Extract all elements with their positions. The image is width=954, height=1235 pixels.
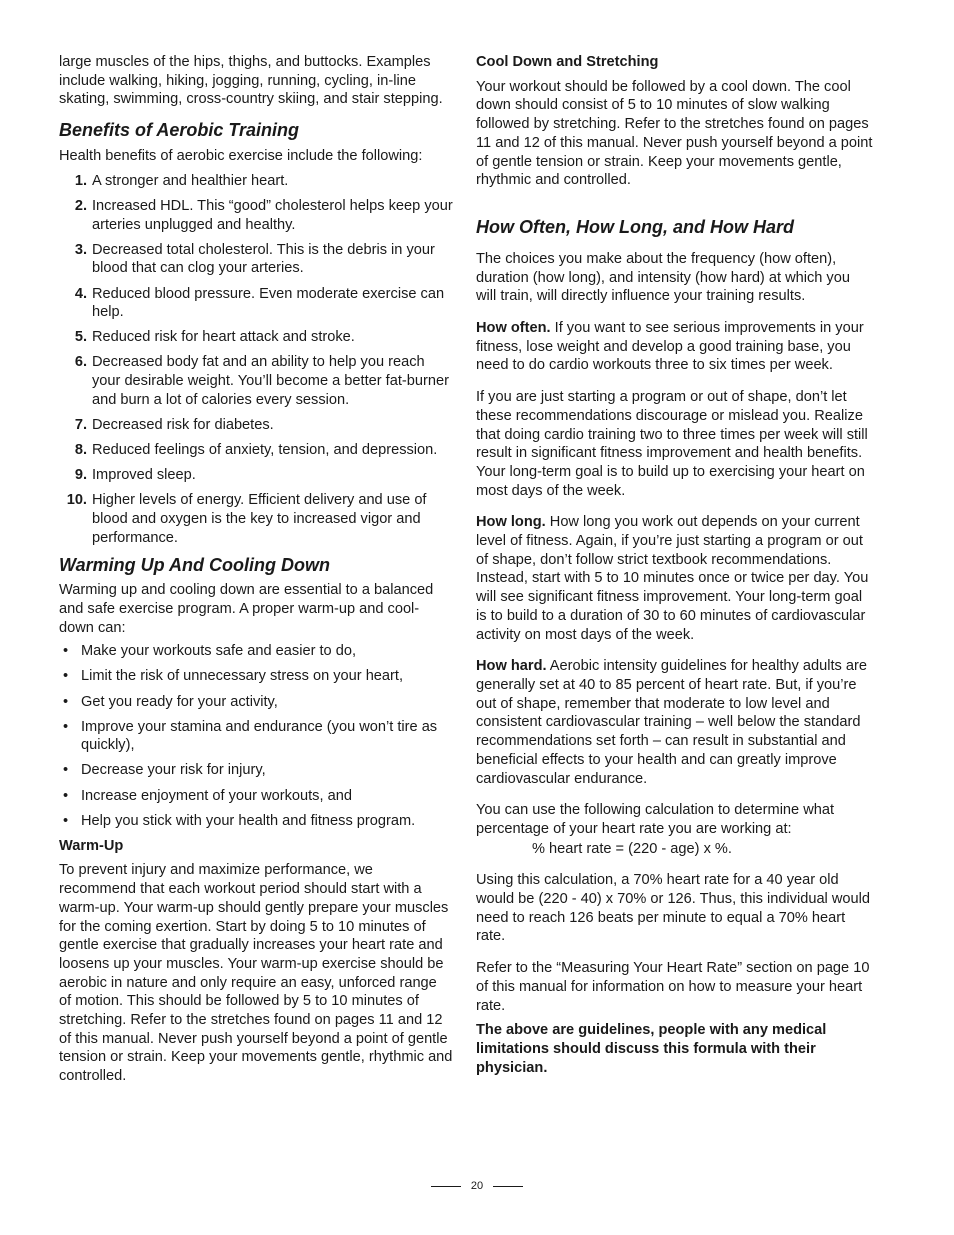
- calculation-intro: You can use the following calculation to determine what percentage of your heart rate you are working at:: [476, 802, 835, 837]
- cooldown-paragraph: Your workout should be followed by a cool down. The cool down should consist of 5 to 10 minutes of slow walking followed by stretching. Refer to the stretches found on pages 11 and 12 of this manual. Never push yourself beyond a point of gentle tension or strain. Keep your movements gentle, rhythmic and controlled.: [476, 78, 873, 189]
- how-intro: The choices you make about the frequency (how often), duration (how long), and intensity (how hard) at which you will train, will directly influence your training results.: [476, 250, 850, 305]
- benefit-item: [59, 416, 453, 435]
- how-long-paragraph: [476, 513, 874, 644]
- benefit-text: Decreased total cholesterol. This is the debris in your blood that can clog your arteries.: [92, 241, 435, 277]
- benefits-intro: Health benefits of aerobic exercise include the following:: [59, 148, 423, 165]
- benefit-number: 1.: [74, 172, 87, 189]
- benefit-number: 5.: [74, 329, 87, 346]
- warming-bullet-item: [59, 642, 453, 661]
- warmup-paragraph: To prevent injury and maximize performance, we recommend that each workout period should start with a warm-up. Your warm-up should gently prepare your muscles for the coming exertion. Start by doing 5 to 10 minutes of gentle exercise that gradually increases your heart rate and loosens up your muscles. Your warm-up exercise should be aerobic in nature and only require an easy, unforced range of motion. This should be followed by 5 to 10 minutes of stretching. Refer to the stretches found on pages 11 and 12 of this manual. Never push yourself beyond a point of gentle tension or strain. Keep your movements gentle, rhythmic and controlled.: [59, 862, 453, 1085]
- benefit-item: [59, 172, 453, 191]
- benefit-text: Higher levels of energy. Efficient delivery and use of blood and oxygen is the key to increased vigor and performance.: [92, 492, 427, 546]
- benefit-number: 3.: [74, 241, 87, 258]
- warming-bullet-text: Increase enjoyment of your workouts, and: [81, 787, 352, 804]
- warming-bullet-item: [59, 812, 453, 831]
- warming-bullet-text: Limit the risk of unnecessary stress on your heart,: [81, 668, 404, 685]
- benefit-item: [59, 353, 453, 409]
- how-hard-lead: How hard.: [476, 658, 547, 675]
- warming-bullet-item: [59, 761, 453, 780]
- warming-heading: Warming Up And Cooling Down: [59, 555, 330, 576]
- benefit-item: [59, 491, 453, 547]
- warming-intro: Warming up and cooling down are essential to a balanced and safe exercise program. A proper warm-up and cool-down can:: [59, 582, 434, 636]
- starting-paragraph: If you are just starting a program or out of shape, don’t let these recommendations discourage or mislead you. Realize that doing cardio training two to three times per week will still result in significant fitness improvement and health benefits. Your long-term goal is to build up to exercising your heart on most days of the week.: [476, 389, 868, 499]
- footer-rule-right: [493, 1186, 523, 1187]
- how-hard-paragraph: [476, 657, 874, 788]
- bullet-icon: •: [63, 643, 69, 660]
- how-often-paragraph: [476, 319, 874, 375]
- benefit-text: Decreased risk for diabetes.: [92, 416, 274, 433]
- how-often-text: If you want to see serious improvements in your fitness, lose weight and develop a good training base, you need to do cardio workouts three to six times per week.: [476, 320, 864, 374]
- page-footer: [0, 1179, 954, 1193]
- benefit-number: 10.: [66, 492, 87, 509]
- warming-bullet-text: Improve your stamina and endurance (you won’t tire as quickly),: [81, 718, 438, 754]
- right-column: [476, 53, 874, 1077]
- warming-bullet-item: [59, 787, 453, 806]
- benefit-number: 2.: [74, 197, 87, 214]
- benefit-text: Reduced blood pressure. Even moderate exercise can help.: [92, 285, 445, 321]
- cooldown-heading: Cool Down and Stretching: [476, 54, 659, 70]
- example-paragraph: Using this calculation, a 70% heart rate for a 40 year old would be (220 - 40) x 70% or 126. Thus, this individual would need to reach 126 beats per minute to equal a 70% heart rate.: [476, 872, 870, 945]
- bullet-icon: •: [63, 762, 69, 779]
- benefits-heading: Benefits of Aerobic Training: [59, 120, 300, 141]
- warming-bullet-item: [59, 667, 453, 686]
- page-number: 20: [470, 1180, 484, 1192]
- warming-bullet-text: Help you stick with your health and fitness program.: [81, 812, 416, 829]
- benefit-number: 8.: [74, 441, 87, 458]
- refer-paragraph: Refer to the “Measuring Your Heart Rate” section on page 10 of this manual for information on how to measure your heart rate.: [476, 960, 870, 1014]
- benefit-text: A stronger and healthier heart.: [92, 172, 289, 189]
- benefits-list: [59, 172, 453, 547]
- benefit-number: 6.: [74, 354, 87, 371]
- bullet-icon: •: [63, 693, 69, 710]
- benefit-item: [59, 328, 453, 347]
- how-hard-text: Aerobic intensity guidelines for healthy adults are generally set at 40 to 85 percent of heart rate. But, if you’re out of shape, remember that moderate to low level and consistent cardiovascular training – well below the standard recommendations set forth – can result in substantial and beneficial effects to your health and can greatly improve cardiovascular endurance.: [476, 658, 867, 787]
- benefit-item: [59, 466, 453, 485]
- medical-note: The above are guidelines, people with any medical limitations should discuss this formula with their physician.: [476, 1022, 827, 1076]
- bullet-icon: •: [63, 812, 69, 829]
- benefit-item: [59, 285, 453, 322]
- benefit-number: 7.: [74, 416, 87, 433]
- benefit-text: Reduced feelings of anxiety, tension, and depression.: [92, 441, 438, 458]
- warming-bullet-list: [59, 642, 453, 830]
- benefit-text: Reduced risk for heart attack and stroke.: [92, 329, 355, 346]
- benefit-item: [59, 241, 453, 278]
- benefit-number: 9.: [74, 467, 87, 484]
- warming-bullet-text: Get you ready for your activity,: [81, 693, 278, 710]
- benefit-text: Increased HDL. This “good” cholesterol helps keep your arteries unplugged and healthy.: [92, 197, 453, 233]
- warming-bullet-text: Decrease your risk for injury,: [81, 762, 266, 779]
- how-heading: How Often, How Long, and How Hard: [476, 216, 794, 237]
- heart-rate-formula: % heart rate = (220 - age) x %.: [532, 840, 732, 857]
- benefit-number: 4.: [74, 285, 87, 302]
- benefit-text: Decreased body fat and an ability to help you reach your desirable weight. You’ll become a better fat-burner and burn a lot of calories every session.: [92, 354, 449, 408]
- warmup-heading: Warm-Up: [59, 837, 124, 854]
- bullet-icon: •: [63, 668, 69, 685]
- benefit-item: [59, 197, 453, 234]
- warming-bullet-item: [59, 693, 453, 712]
- warming-bullet-text: Make your workouts safe and easier to do,: [81, 643, 356, 660]
- benefit-text: Improved sleep.: [92, 467, 196, 484]
- footer-rule-left: [431, 1186, 461, 1187]
- warming-bullet-item: [59, 718, 453, 755]
- intro-paragraph: large muscles of the hips, thighs, and buttocks. Examples include walking, hiking, jogging, running, cycling, in-line skating, swimming, cross-country skiing, and stair stepping.: [59, 54, 443, 108]
- how-long-text: How long you work out depends on your current level of fitness. Again, if you’re just starting a program or out of shape, don’t follow strict textbook recommendations. Instead, start with 5 to 10 minutes once or twice per day. You will see significant fitness improvement. Your long-term goal is to build to a duration of 30 to 60 minutes of cardiovascular activity on most days of the week.: [476, 514, 869, 643]
- how-long-lead: How long.: [476, 514, 546, 531]
- left-column: [59, 53, 453, 1086]
- bullet-icon: •: [63, 787, 69, 804]
- bullet-icon: •: [63, 718, 69, 735]
- benefit-item: [59, 441, 453, 460]
- how-often-lead: How often.: [476, 320, 551, 337]
